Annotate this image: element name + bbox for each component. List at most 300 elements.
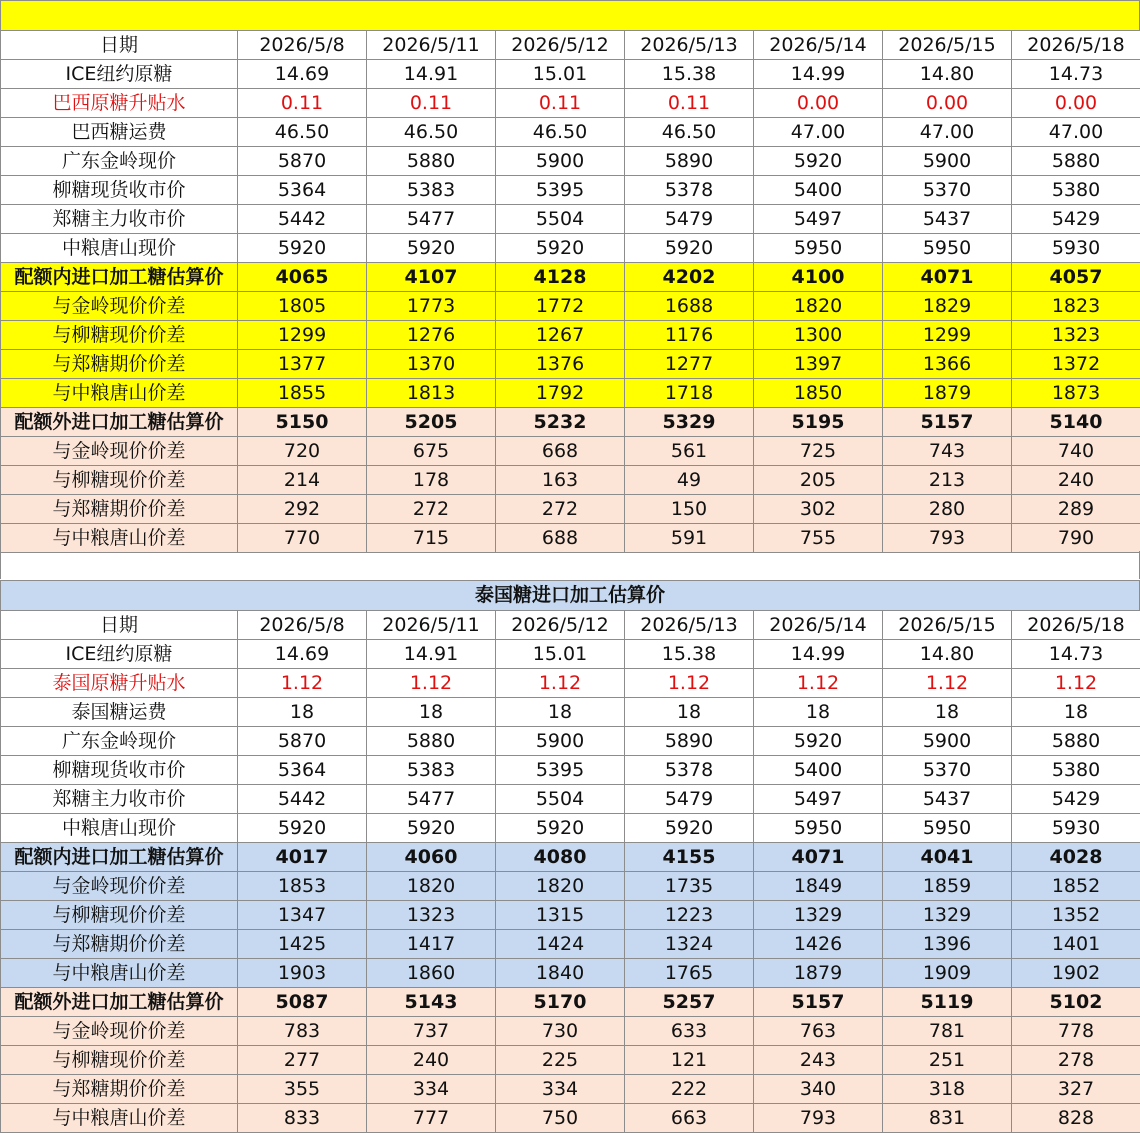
value-cell[interactable]: 14.69 xyxy=(238,640,367,669)
value-cell[interactable]: 783 xyxy=(238,1017,367,1046)
value-cell[interactable]: 740 xyxy=(1012,437,1140,466)
value-cell[interactable]: 1873 xyxy=(1012,379,1140,408)
value-cell[interactable]: 277 xyxy=(238,1046,367,1075)
value-cell[interactable]: 5429 xyxy=(1012,785,1140,814)
value-cell[interactable]: 178 xyxy=(367,466,496,495)
value-cell[interactable]: 18 xyxy=(754,698,883,727)
date-header-cell[interactable]: 2026/5/15 xyxy=(883,31,1012,60)
data-row xyxy=(1,176,1140,205)
value-cell[interactable]: 1397 xyxy=(754,350,883,379)
value-cell[interactable]: 5195 xyxy=(754,408,883,437)
value-cell[interactable]: 0.00 xyxy=(1012,89,1140,118)
value-cell[interactable]: 1401 xyxy=(1012,930,1140,959)
value-cell[interactable]: 46.50 xyxy=(238,118,367,147)
section-gap-row[interactable] xyxy=(0,551,1140,579)
value-cell[interactable]: 0.11 xyxy=(496,89,625,118)
row-label-cell[interactable]: 与中粮唐山价差 xyxy=(1,959,238,988)
value-cell[interactable]: 5380 xyxy=(1012,176,1140,205)
row-label-cell[interactable]: 与郑糖期价价差 xyxy=(1,495,238,524)
value-cell[interactable]: 1.12 xyxy=(625,669,754,698)
data-row xyxy=(1,408,1140,437)
row-label-cell[interactable]: 与柳糖现价价差 xyxy=(1,901,238,930)
value-cell[interactable]: 831 xyxy=(883,1104,1012,1133)
value-cell[interactable]: 5479 xyxy=(625,785,754,814)
value-cell[interactable]: 675 xyxy=(367,437,496,466)
value-cell[interactable]: 1840 xyxy=(496,959,625,988)
value-cell[interactable]: 1820 xyxy=(754,292,883,321)
row-label-cell[interactable]: 与金岭现价价差 xyxy=(1,292,238,321)
date-header-cell[interactable]: 2026/5/15 xyxy=(883,611,1012,640)
value-cell[interactable]: 5150 xyxy=(238,408,367,437)
value-cell[interactable]: 1.12 xyxy=(238,669,367,698)
row-label-cell[interactable]: 柳糖现货收市价 xyxy=(1,176,238,205)
value-cell[interactable]: 5900 xyxy=(883,147,1012,176)
value-cell[interactable]: 5479 xyxy=(625,205,754,234)
value-cell[interactable]: 272 xyxy=(496,495,625,524)
row-label-cell[interactable]: 与金岭现价价差 xyxy=(1,1017,238,1046)
value-cell[interactable]: 1276 xyxy=(367,321,496,350)
value-cell[interactable]: 1315 xyxy=(496,901,625,930)
value-cell[interactable]: 715 xyxy=(367,524,496,553)
value-cell[interactable]: 5395 xyxy=(496,176,625,205)
value-cell[interactable]: 1347 xyxy=(238,901,367,930)
value-cell[interactable]: 5920 xyxy=(238,234,367,263)
value-cell[interactable]: 4071 xyxy=(754,843,883,872)
value-cell[interactable]: 205 xyxy=(754,466,883,495)
value-cell[interactable]: 1903 xyxy=(238,959,367,988)
value-cell[interactable]: 793 xyxy=(754,1104,883,1133)
value-cell[interactable]: 1223 xyxy=(625,901,754,930)
value-cell[interactable]: 4100 xyxy=(754,263,883,292)
data-row xyxy=(1,872,1140,901)
value-cell[interactable]: 5400 xyxy=(754,176,883,205)
value-cell[interactable]: 14.91 xyxy=(367,640,496,669)
value-cell[interactable]: 272 xyxy=(367,495,496,524)
value-cell[interactable]: 5870 xyxy=(238,147,367,176)
value-cell[interactable]: 5378 xyxy=(625,176,754,205)
value-cell[interactable]: 777 xyxy=(367,1104,496,1133)
row-label-cell[interactable]: 配额内进口加工糖估算价 xyxy=(1,843,238,872)
value-cell[interactable]: 14.80 xyxy=(883,640,1012,669)
value-cell[interactable]: 1829 xyxy=(883,292,1012,321)
row-label-cell[interactable]: 与柳糖现价价差 xyxy=(1,321,238,350)
row-label-cell[interactable]: 与中粮唐山价差 xyxy=(1,1104,238,1133)
value-cell[interactable]: 0.11 xyxy=(367,89,496,118)
value-cell[interactable]: 334 xyxy=(496,1075,625,1104)
row-label-cell[interactable]: 与金岭现价价差 xyxy=(1,872,238,901)
value-cell[interactable]: 1772 xyxy=(496,292,625,321)
value-cell[interactable]: 1396 xyxy=(883,930,1012,959)
value-cell[interactable]: 725 xyxy=(754,437,883,466)
value-cell[interactable]: 18 xyxy=(367,698,496,727)
value-cell[interactable]: 46.50 xyxy=(496,118,625,147)
value-cell[interactable]: 5497 xyxy=(754,205,883,234)
value-cell[interactable]: 790 xyxy=(1012,524,1140,553)
value-cell[interactable]: 5920 xyxy=(496,234,625,263)
value-cell[interactable]: 47.00 xyxy=(883,118,1012,147)
value-cell[interactable]: 5920 xyxy=(625,814,754,843)
value-cell[interactable]: 633 xyxy=(625,1017,754,1046)
value-cell[interactable]: 14.99 xyxy=(754,640,883,669)
value-cell[interactable]: 4128 xyxy=(496,263,625,292)
value-cell[interactable]: 1.12 xyxy=(883,669,1012,698)
value-cell[interactable]: 1277 xyxy=(625,350,754,379)
value-cell[interactable]: 1352 xyxy=(1012,901,1140,930)
value-cell[interactable]: 292 xyxy=(238,495,367,524)
value-cell[interactable]: 828 xyxy=(1012,1104,1140,1133)
value-cell[interactable]: 1300 xyxy=(754,321,883,350)
value-cell[interactable]: 1853 xyxy=(238,872,367,901)
value-cell[interactable]: 5900 xyxy=(496,727,625,756)
thai-section-title[interactable]: 泰国糖进口加工估算价 xyxy=(0,580,1140,611)
value-cell[interactable]: 5442 xyxy=(238,205,367,234)
data-row xyxy=(1,901,1140,930)
value-cell[interactable]: 668 xyxy=(496,437,625,466)
value-cell[interactable]: 280 xyxy=(883,495,1012,524)
value-cell[interactable]: 15.01 xyxy=(496,60,625,89)
value-cell[interactable]: 18 xyxy=(1012,698,1140,727)
value-cell[interactable]: 18 xyxy=(496,698,625,727)
value-cell[interactable]: 5140 xyxy=(1012,408,1140,437)
data-row xyxy=(1,437,1140,466)
value-cell[interactable]: 1805 xyxy=(238,292,367,321)
date-header-cell[interactable]: 2026/5/12 xyxy=(496,611,625,640)
value-cell[interactable]: 5900 xyxy=(883,727,1012,756)
value-cell[interactable]: 5920 xyxy=(754,147,883,176)
row-label-cell[interactable]: 巴西糖运费 xyxy=(1,118,238,147)
row-label-cell[interactable]: ICE纽约原糖 xyxy=(1,60,238,89)
date-header-cell[interactable]: 2026/5/8 xyxy=(238,611,367,640)
row-label-cell[interactable]: 巴西原糖升贴水 xyxy=(1,89,238,118)
value-cell[interactable]: 4017 xyxy=(238,843,367,872)
row-label-cell[interactable]: 配额内进口加工糖估算价 xyxy=(1,263,238,292)
value-cell[interactable]: 1376 xyxy=(496,350,625,379)
value-cell[interactable]: 1.12 xyxy=(754,669,883,698)
value-cell[interactable]: 289 xyxy=(1012,495,1140,524)
value-cell[interactable]: 1902 xyxy=(1012,959,1140,988)
value-cell[interactable]: 5370 xyxy=(883,756,1012,785)
value-cell[interactable]: 5143 xyxy=(367,988,496,1017)
row-label-cell[interactable]: 中粮唐山现价 xyxy=(1,814,238,843)
value-cell[interactable]: 1823 xyxy=(1012,292,1140,321)
value-cell[interactable]: 833 xyxy=(238,1104,367,1133)
date-header-label[interactable]: 日期 xyxy=(1,611,238,640)
value-cell[interactable]: 5930 xyxy=(1012,814,1140,843)
value-cell[interactable]: 1765 xyxy=(625,959,754,988)
value-cell[interactable]: 213 xyxy=(883,466,1012,495)
value-cell[interactable]: 591 xyxy=(625,524,754,553)
value-cell[interactable]: 743 xyxy=(883,437,1012,466)
value-cell[interactable]: 778 xyxy=(1012,1017,1140,1046)
row-label-cell[interactable]: 与郑糖期价价差 xyxy=(1,1075,238,1104)
value-cell[interactable]: 355 xyxy=(238,1075,367,1104)
value-cell[interactable]: 1859 xyxy=(883,872,1012,901)
value-cell[interactable]: 4107 xyxy=(367,263,496,292)
date-header-cell[interactable]: 2026/5/18 xyxy=(1012,611,1140,640)
date-header-cell[interactable]: 2026/5/14 xyxy=(754,31,883,60)
row-label-cell[interactable]: 泰国糖运费 xyxy=(1,698,238,727)
value-cell[interactable]: 302 xyxy=(754,495,883,524)
value-cell[interactable]: 1323 xyxy=(1012,321,1140,350)
value-cell[interactable]: 1.12 xyxy=(1012,669,1140,698)
row-label-cell[interactable]: 广东金岭现价 xyxy=(1,727,238,756)
value-cell[interactable]: 5950 xyxy=(754,814,883,843)
brazil-section-title-bar[interactable] xyxy=(0,0,1140,31)
value-cell[interactable]: 0.11 xyxy=(238,89,367,118)
value-cell[interactable]: 4041 xyxy=(883,843,1012,872)
value-cell[interactable]: 1855 xyxy=(238,379,367,408)
row-label-cell[interactable]: 与柳糖现价价差 xyxy=(1,1046,238,1075)
date-header-cell[interactable]: 2026/5/8 xyxy=(238,31,367,60)
value-cell[interactable]: 14.99 xyxy=(754,60,883,89)
row-label-cell[interactable]: 配额外进口加工糖估算价 xyxy=(1,988,238,1017)
value-cell[interactable]: 4071 xyxy=(883,263,1012,292)
value-cell[interactable]: 5364 xyxy=(238,756,367,785)
value-cell[interactable]: 561 xyxy=(625,437,754,466)
value-cell[interactable]: 1329 xyxy=(883,901,1012,930)
value-cell[interactable]: 5477 xyxy=(367,205,496,234)
value-cell[interactable]: 5157 xyxy=(883,408,1012,437)
value-cell[interactable]: 1909 xyxy=(883,959,1012,988)
value-cell[interactable]: 1426 xyxy=(754,930,883,959)
value-cell[interactable]: 1792 xyxy=(496,379,625,408)
value-cell[interactable]: 0.00 xyxy=(883,89,1012,118)
value-cell[interactable]: 4155 xyxy=(625,843,754,872)
value-cell[interactable]: 5205 xyxy=(367,408,496,437)
value-cell[interactable]: 5378 xyxy=(625,756,754,785)
value-cell[interactable]: 121 xyxy=(625,1046,754,1075)
value-cell[interactable]: 1820 xyxy=(496,872,625,901)
value-cell[interactable]: 4060 xyxy=(367,843,496,872)
value-cell[interactable]: 46.50 xyxy=(367,118,496,147)
date-header-cell[interactable]: 2026/5/14 xyxy=(754,611,883,640)
row-label-cell[interactable]: 与柳糖现价价差 xyxy=(1,466,238,495)
value-cell[interactable]: 15.01 xyxy=(496,640,625,669)
value-cell[interactable]: 14.73 xyxy=(1012,60,1140,89)
value-cell[interactable]: 5257 xyxy=(625,988,754,1017)
value-cell[interactable]: 5870 xyxy=(238,727,367,756)
row-label-cell[interactable]: 与郑糖期价价差 xyxy=(1,930,238,959)
value-cell[interactable]: 5383 xyxy=(367,176,496,205)
value-cell[interactable]: 18 xyxy=(883,698,1012,727)
value-cell[interactable]: 5232 xyxy=(496,408,625,437)
value-cell[interactable]: 5504 xyxy=(496,205,625,234)
value-cell[interactable]: 222 xyxy=(625,1075,754,1104)
value-cell[interactable]: 5920 xyxy=(367,814,496,843)
value-cell[interactable]: 5329 xyxy=(625,408,754,437)
value-cell[interactable]: 4028 xyxy=(1012,843,1140,872)
value-cell[interactable]: 251 xyxy=(883,1046,1012,1075)
row-label-cell[interactable]: 配额外进口加工糖估算价 xyxy=(1,408,238,437)
value-cell[interactable]: 720 xyxy=(238,437,367,466)
value-cell[interactable]: 14.80 xyxy=(883,60,1012,89)
value-cell[interactable]: 5170 xyxy=(496,988,625,1017)
value-cell[interactable]: 1688 xyxy=(625,292,754,321)
value-cell[interactable]: 1773 xyxy=(367,292,496,321)
value-cell[interactable]: 14.69 xyxy=(238,60,367,89)
value-cell[interactable]: 737 xyxy=(367,1017,496,1046)
value-cell[interactable]: 5497 xyxy=(754,785,883,814)
value-cell[interactable]: 1849 xyxy=(754,872,883,901)
value-cell[interactable]: 1329 xyxy=(754,901,883,930)
value-cell[interactable]: 5950 xyxy=(883,814,1012,843)
value-cell[interactable]: 4202 xyxy=(625,263,754,292)
value-cell[interactable]: 225 xyxy=(496,1046,625,1075)
row-label-cell[interactable]: 与中粮唐山价差 xyxy=(1,524,238,553)
value-cell[interactable]: 1860 xyxy=(367,959,496,988)
value-cell[interactable]: 1.12 xyxy=(496,669,625,698)
value-cell[interactable]: 5880 xyxy=(1012,727,1140,756)
value-cell[interactable]: 1735 xyxy=(625,872,754,901)
value-cell[interactable]: 15.38 xyxy=(625,640,754,669)
value-cell[interactable]: 5930 xyxy=(1012,234,1140,263)
value-cell[interactable]: 1323 xyxy=(367,901,496,930)
thai-table-body xyxy=(1,611,1140,1133)
value-cell[interactable]: 14.91 xyxy=(367,60,496,89)
value-cell[interactable]: 5900 xyxy=(496,147,625,176)
value-cell[interactable]: 5157 xyxy=(754,988,883,1017)
value-cell[interactable]: 327 xyxy=(1012,1075,1140,1104)
value-cell[interactable]: 5400 xyxy=(754,756,883,785)
value-cell[interactable]: 5477 xyxy=(367,785,496,814)
value-cell[interactable]: 5102 xyxy=(1012,988,1140,1017)
date-header-cell[interactable]: 2026/5/11 xyxy=(367,611,496,640)
value-cell[interactable]: 1324 xyxy=(625,930,754,959)
value-cell[interactable]: 163 xyxy=(496,466,625,495)
value-cell[interactable]: 781 xyxy=(883,1017,1012,1046)
value-cell[interactable]: 5890 xyxy=(625,727,754,756)
value-cell[interactable]: 1417 xyxy=(367,930,496,959)
value-cell[interactable]: 47.00 xyxy=(1012,118,1140,147)
value-cell[interactable]: 5442 xyxy=(238,785,367,814)
row-label-cell[interactable]: 中粮唐山现价 xyxy=(1,234,238,263)
value-cell[interactable]: 340 xyxy=(754,1075,883,1104)
row-label-cell[interactable]: 郑糖主力收市价 xyxy=(1,205,238,234)
value-cell[interactable]: 5920 xyxy=(496,814,625,843)
value-cell[interactable]: 688 xyxy=(496,524,625,553)
value-cell[interactable]: 214 xyxy=(238,466,367,495)
value-cell[interactable]: 240 xyxy=(367,1046,496,1075)
row-label-cell[interactable]: ICE纽约原糖 xyxy=(1,640,238,669)
value-cell[interactable]: 4080 xyxy=(496,843,625,872)
value-cell[interactable]: 793 xyxy=(883,524,1012,553)
value-cell[interactable]: 1879 xyxy=(883,379,1012,408)
value-cell[interactable]: 1267 xyxy=(496,321,625,350)
value-cell[interactable]: 5920 xyxy=(238,814,367,843)
value-cell[interactable]: 150 xyxy=(625,495,754,524)
value-cell[interactable]: 1850 xyxy=(754,379,883,408)
value-cell[interactable]: 663 xyxy=(625,1104,754,1133)
value-cell[interactable]: 5429 xyxy=(1012,205,1140,234)
value-cell[interactable]: 1377 xyxy=(238,350,367,379)
date-header-cell[interactable]: 2026/5/13 xyxy=(625,611,754,640)
date-header-cell[interactable]: 2026/5/18 xyxy=(1012,31,1140,60)
value-cell[interactable]: 1299 xyxy=(238,321,367,350)
date-header-label[interactable]: 日期 xyxy=(1,31,238,60)
value-cell[interactable]: 5920 xyxy=(367,234,496,263)
value-cell[interactable]: 763 xyxy=(754,1017,883,1046)
value-cell[interactable]: 1879 xyxy=(754,959,883,988)
value-cell[interactable]: 5437 xyxy=(883,785,1012,814)
value-cell[interactable]: 278 xyxy=(1012,1046,1140,1075)
value-cell[interactable]: 5364 xyxy=(238,176,367,205)
value-cell[interactable]: 5880 xyxy=(367,727,496,756)
value-cell[interactable]: 1176 xyxy=(625,321,754,350)
value-cell[interactable]: 47.00 xyxy=(754,118,883,147)
value-cell[interactable]: 4057 xyxy=(1012,263,1140,292)
value-cell[interactable]: 770 xyxy=(238,524,367,553)
value-cell[interactable]: 18 xyxy=(238,698,367,727)
date-header-cell[interactable]: 2026/5/12 xyxy=(496,31,625,60)
value-cell[interactable]: 0.00 xyxy=(754,89,883,118)
value-cell[interactable]: 1718 xyxy=(625,379,754,408)
value-cell[interactable]: 1372 xyxy=(1012,350,1140,379)
value-cell[interactable]: 5087 xyxy=(238,988,367,1017)
row-label-cell[interactable]: 与金岭现价价差 xyxy=(1,437,238,466)
value-cell[interactable]: 49 xyxy=(625,466,754,495)
value-cell[interactable]: 0.11 xyxy=(625,89,754,118)
row-label-cell[interactable]: 郑糖主力收市价 xyxy=(1,785,238,814)
value-cell[interactable]: 5920 xyxy=(754,727,883,756)
value-cell[interactable]: 1425 xyxy=(238,930,367,959)
row-label-cell[interactable]: 与中粮唐山价差 xyxy=(1,379,238,408)
value-cell[interactable]: 5437 xyxy=(883,205,1012,234)
value-cell[interactable]: 1820 xyxy=(367,872,496,901)
value-cell[interactable]: 5890 xyxy=(625,147,754,176)
value-cell[interactable]: 1299 xyxy=(883,321,1012,350)
value-cell[interactable]: 1366 xyxy=(883,350,1012,379)
value-cell[interactable]: 1370 xyxy=(367,350,496,379)
row-label-cell[interactable]: 柳糖现货收市价 xyxy=(1,756,238,785)
value-cell[interactable]: 5370 xyxy=(883,176,1012,205)
value-cell[interactable]: 5395 xyxy=(496,756,625,785)
data-row xyxy=(1,147,1140,176)
value-cell[interactable]: 1813 xyxy=(367,379,496,408)
value-cell[interactable]: 5383 xyxy=(367,756,496,785)
row-label-cell[interactable]: 与郑糖期价价差 xyxy=(1,350,238,379)
value-cell[interactable]: 5950 xyxy=(754,234,883,263)
value-cell[interactable]: 5880 xyxy=(367,147,496,176)
value-cell[interactable]: 1.12 xyxy=(367,669,496,698)
value-cell[interactable]: 334 xyxy=(367,1075,496,1104)
value-cell[interactable]: 5119 xyxy=(883,988,1012,1017)
value-cell[interactable]: 46.50 xyxy=(625,118,754,147)
value-cell[interactable]: 750 xyxy=(496,1104,625,1133)
value-cell[interactable]: 18 xyxy=(625,698,754,727)
value-cell[interactable]: 240 xyxy=(1012,466,1140,495)
value-cell[interactable]: 755 xyxy=(754,524,883,553)
value-cell[interactable]: 5950 xyxy=(883,234,1012,263)
row-label-cell[interactable]: 广东金岭现价 xyxy=(1,147,238,176)
value-cell[interactable]: 15.38 xyxy=(625,60,754,89)
value-cell[interactable]: 1852 xyxy=(1012,872,1140,901)
value-cell[interactable]: 4065 xyxy=(238,263,367,292)
value-cell[interactable]: 1424 xyxy=(496,930,625,959)
value-cell[interactable]: 5504 xyxy=(496,785,625,814)
data-row xyxy=(1,930,1140,959)
value-cell[interactable]: 5380 xyxy=(1012,756,1140,785)
value-cell[interactable]: 243 xyxy=(754,1046,883,1075)
value-cell[interactable]: 318 xyxy=(883,1075,1012,1104)
row-label-cell[interactable]: 泰国原糖升贴水 xyxy=(1,669,238,698)
value-cell[interactable]: 5920 xyxy=(625,234,754,263)
brazil-table-body xyxy=(1,31,1140,553)
date-header-cell[interactable]: 2026/5/13 xyxy=(625,31,754,60)
value-cell[interactable]: 730 xyxy=(496,1017,625,1046)
value-cell[interactable]: 5880 xyxy=(1012,147,1140,176)
date-header-cell[interactable]: 2026/5/11 xyxy=(367,31,496,60)
value-cell[interactable]: 14.73 xyxy=(1012,640,1140,669)
